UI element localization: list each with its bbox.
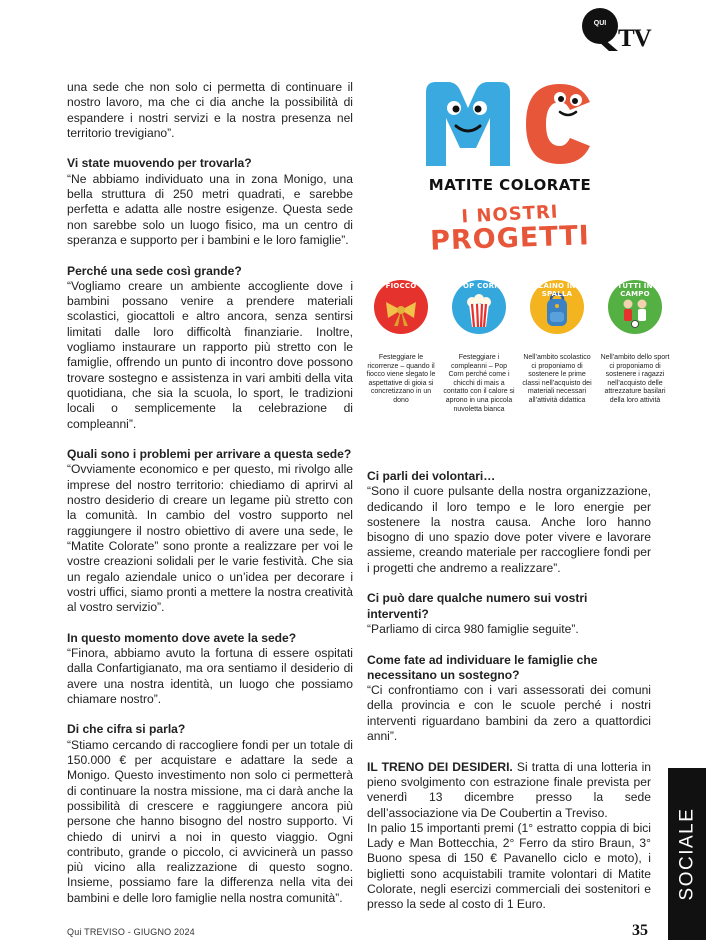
question: Perché una sede così grande? (67, 263, 242, 278)
project-tutti-in-campo (599, 280, 671, 406)
project-badge (530, 280, 584, 334)
question: Ci può dare qualche numero sui vostri interventi? (367, 591, 588, 621)
project-badge (452, 280, 506, 334)
question: Quali sono i problemi per arrivare a questa sede? (67, 447, 352, 462)
project-badge (608, 280, 662, 334)
quitv-logo (578, 5, 658, 55)
intro-paragraph: una sede che non solo ci permetta di continuare il nostro lavoro, ma che ci dia anche la possibilità di espandere i nostri servizi e la nostra presenza nel territorio trevigiano”. (67, 80, 353, 140)
qa-block (367, 469, 651, 576)
qa-block (67, 447, 353, 615)
answer: “Ovviamente economico e per questo, mi rivolgo alle imprese del nostro territorio: chiediamo di aprirvi al nostro desiderio di creare un legame più stretto con la comunità. In cambio del vostro supporto nel raggiungere il nostro obiettivo di avere una sede, le “Matite Colorate” sono pronte a realizzare per voi le vostre creazioni solidali per le varie festività. Che sia un regalo aziendale unico o un’idea per decorare i vostri uffici, siamo pronti a mettere la nostra creatività al vostro servizio”. (67, 462, 353, 615)
project-title: ZAINO IN SPALLA (538, 282, 576, 298)
answer: “Vogliamo creare un ambiente accogliente dove i bambini possano venire a prendere materiali scolastici, giocattoli e altro ancora, senza sentirsi limitati dalle loro difficoltà finanziarie. Inoltre, vogliamo instaurare un rapporto più stretto con le famiglie, offrendo un punto di incontro dove possono trovare sostegno e assistenza in vari ambiti della vita quotidiana, che sia la scuola, lo sport, le tradizioni locali o semplicemente la celebrazione di compleanni”. (67, 278, 353, 431)
logo-tv-text: TV (618, 25, 651, 52)
answer: “Finora, abbiamo avuto la fortuna di essere ospitati dalla Confartigianato, ma ora sentiamo il desiderio di avere una nostra identità, un luogo che possiamo chiamare nostro”. (67, 645, 353, 706)
projects-title-line2: PROGETTI (429, 220, 591, 257)
logo-qui-text: QUI (593, 20, 607, 27)
project-title: TUTTI IN CAMPO (617, 282, 653, 298)
lottery-title: IL TRENO DEI DESIDERI. (367, 759, 513, 774)
question: Ci parli dei volontari… (367, 469, 496, 483)
project-popcorn (443, 280, 515, 414)
brand-name: MATITE COLORATE (428, 176, 592, 194)
project-description: Festeggiare i compleanni – Pop Corn perché come i chicchi di mais a contatto con il calore si aprono in una piccola nuvoletta bianca (443, 354, 515, 413)
matite-colorate-brand (410, 78, 610, 257)
answer: “Sono il cuore pulsante della nostra organizzazione, dedicando il loro tempo e le loro energie per sostenere la nostra causa. Anche loro hanno bisogno di uno spazio dove poter vivere e lavorare assieme, creando materiale per raccogliere fondi per i progetti che andremo a realizzare”. (367, 484, 651, 575)
qa-block (67, 722, 353, 906)
section-label: SOCIALE (676, 807, 697, 901)
projects-title-line1: I NOSTRI (460, 201, 560, 228)
project-description: Festeggiare le ricorrenze – quando il fiocco viene slegato le aspettative di gioia si concretizzano in un dono (366, 354, 436, 404)
lottery-prizes: In palio 15 importanti premi (1° estratto coppia di bici Lady e Man Bottecchia, 2° Ferro da stiro Braun, 3° Buono spesa di 150 € Pavanello ciclo e moto), i biglietti sono acquistabili tramite volontari di Matite Colorate, negli esercizi commerciali dei sostenitori e presso la sede al costo di 1 Euro. (367, 820, 651, 912)
qa-block (367, 591, 651, 637)
q-logo-icon (578, 5, 622, 53)
project-fiocco (365, 280, 437, 406)
project-zaino-in-spalla (521, 280, 593, 406)
answer: “Parliamo di circa 980 famiglie seguite”. (367, 621, 579, 636)
lottery-text: Si tratta di una lotteria in pieno svolgimento con estrazione finale prevista per venerdì 13 dicembre presso la sede dell’associazione via De Coubertin a Treviso. (367, 759, 652, 820)
qa-block (67, 264, 353, 432)
qa-block (367, 653, 651, 745)
right-column (367, 469, 651, 913)
project-description: Nell’ambito scolastico ci proponiamo di sostenere le prime classi nell’acquisto dei materiali necessari all’attività didattica (522, 354, 592, 404)
question: In questo momento dove avete la sede? (67, 630, 297, 645)
page-number: 35 (632, 922, 648, 939)
lottery-paragraph (367, 760, 651, 821)
question: Come fate ad individuare le famiglie che necessitano un sostegno? (367, 652, 598, 682)
question: Vi state muovendo per trovarla? (67, 156, 252, 171)
answer: “Ci confrontiamo con i vari assessorati dei comuni della provincia e con le scuole perché i nostri interventi riguardano bambini da zero a quattordici anni”. (367, 683, 651, 744)
left-column (67, 80, 353, 906)
question: Di che cifra si parla? (67, 722, 186, 737)
answer: “Stiamo cercando di raccogliere fondi per un totale di 150.000 € per acquistare e adattare la sede a Monigo. Questo investimento non solo ci permetterà di continuare la nostra missione, ma ci darà anche la possibilità di crescere e raggiungere ancora più persone che hanno bisogno del nostro supporto. Vi chiedo di unirvi a noi in questo viaggio. Ogni contributo, grande o piccolo, ci avvicinerà un passo più vicino alla realizzazione di questo sogno. Insieme, possiamo fare la differenza nella vita dei bambini e delle loro famiglie nella nostra comunità”. (67, 737, 353, 905)
footer-publication: Qui TREVISO - GIUGNO 2024 (67, 927, 195, 937)
project-title: FIOCCO (385, 282, 417, 290)
project-title: POP CORN (457, 282, 501, 290)
projects-row (365, 280, 670, 430)
project-badge (374, 280, 428, 334)
mc-logo-icon (420, 78, 600, 170)
project-description: Nell’ambito dello sport ci proponiamo di sostenere i ragazzi nell’acquisto delle attrezzature basilari della loro attività (600, 354, 670, 404)
qa-block (67, 631, 353, 707)
qa-block (67, 156, 353, 248)
section-tab (668, 768, 706, 940)
answer: “Ne abbiamo individuato una in zona Monigo, una bella struttura di 250 metri quadrati, e sarebbe perfetta e adatta alle nostre esigenze. Questa sede non sarebbe solo un luogo fisico, ma un centro di speranza e supporto per i bambini e le loro famiglie”. (67, 171, 353, 247)
